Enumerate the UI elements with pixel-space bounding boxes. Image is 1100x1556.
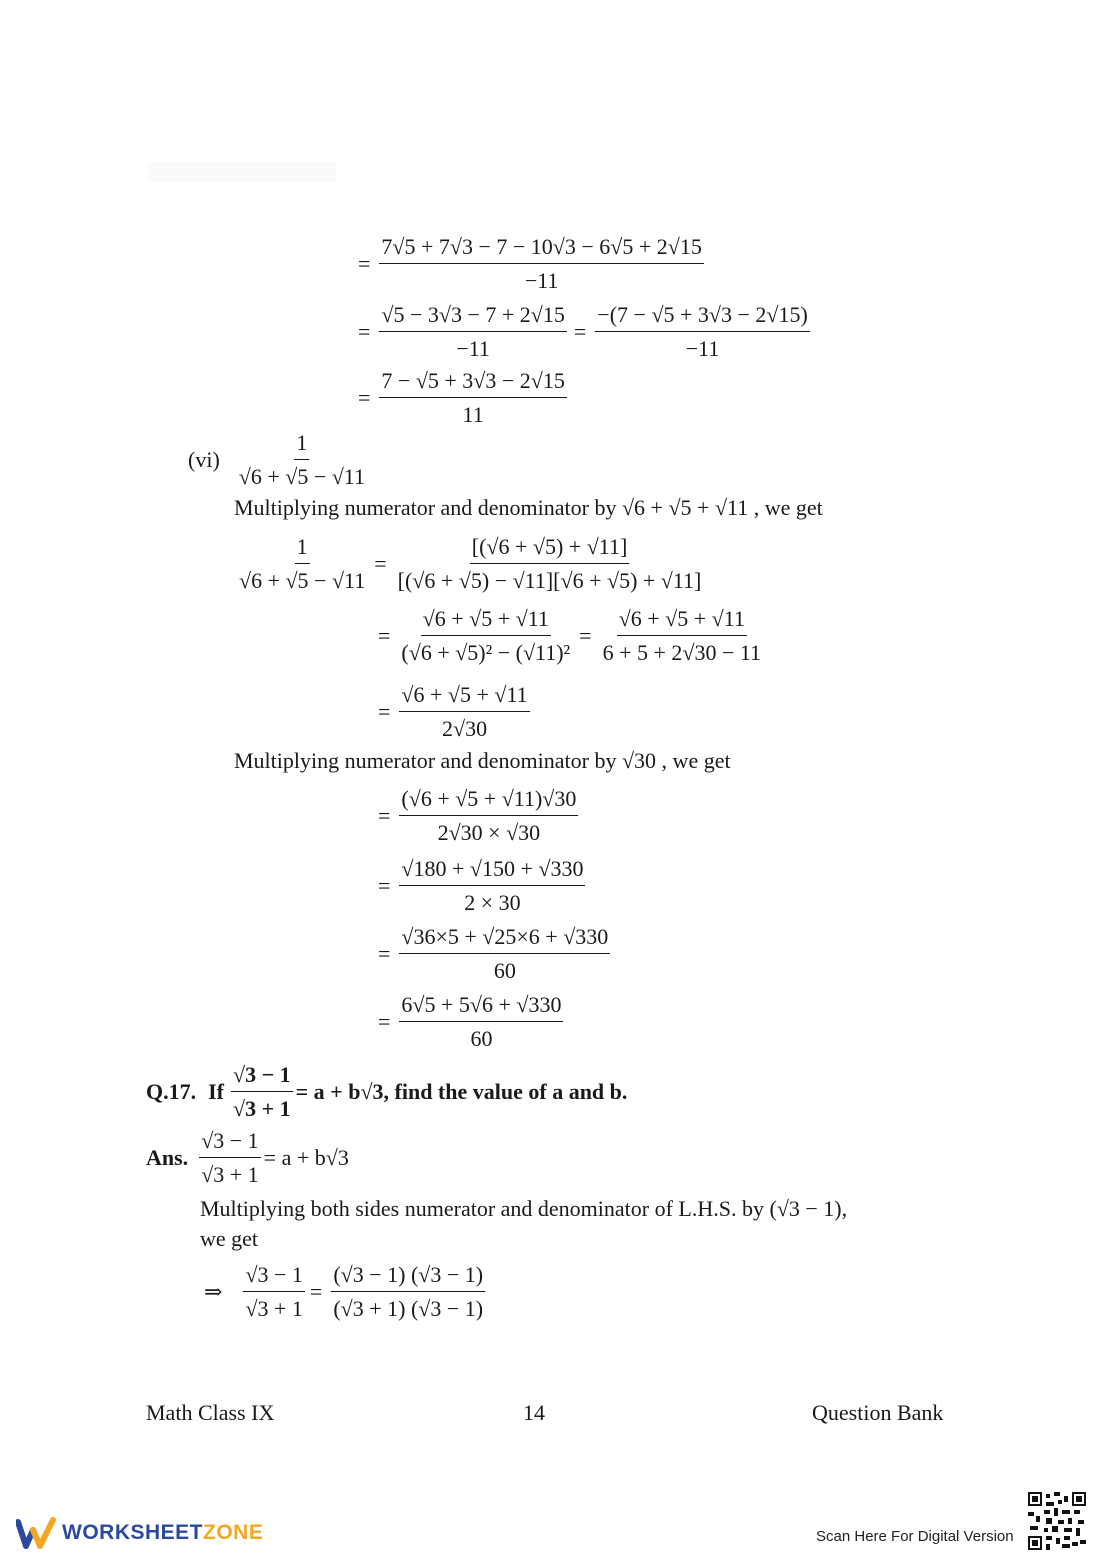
numerator: 1 [295,532,310,564]
scan-text: Scan Here For Digital Version [816,1528,1014,1545]
denominator: √3 + 1 [201,1162,259,1187]
numerator: √3 − 1 [199,1126,260,1158]
solution-step-1: = $\frac{7√5 + 7√3 - 7 - 10√3 - 6√5 + 2√15}{-11}$ [358,232,707,296]
multiply-text [234,748,731,774]
numerator: [(√6 + √5) + √11] [470,532,630,564]
numerator: (√3 − 1) (√3 − 1) [331,1260,485,1292]
answer-text-2 [200,1226,258,1252]
question-17 [146,1060,627,1124]
solution-step-2: = $\frac{√5 - 3√3 - 7 + 2√15}{-11}$ = $\frac{-(7 - √5 + 3√3 - 2√15)}{-11}$ [358,300,813,364]
instruction-text: Multiplying both sides numerator and denominator of L.H.S. by (√3 − 1), [200,1196,848,1221]
part-vi-heading [188,428,370,492]
question-text: = a + b√3, find the value of a and b. [295,1079,628,1104]
instruction-text: we get [200,1226,259,1251]
question-label: Q.17. [146,1079,197,1104]
fraction [399,680,529,744]
numerator: √6 + √5 + √11 [617,604,747,636]
answer-label: Ans. [146,1145,189,1170]
instruction-text: Multiplying numerator and denominator by √6 + √5 + √11 , we get [234,495,823,520]
numerator: 7 − √5 + 3√3 − 2√15 [379,366,566,398]
fraction [601,604,763,668]
multiply-text [234,495,823,521]
vi-step-2: = $\frac{√6 + √5 + √11}{\text{(√6 + √5)² − (√11)²}}$ = $\frac{√6 + √5 + √11}{6 + 5 + 2√30 - 11}$ [378,604,766,668]
answer-17 [146,1126,349,1190]
fraction [379,232,703,296]
fraction [331,1260,485,1324]
vi-step-1: $\frac{1}{√6 + √5 - √11}$ = $\frac{[(√6 + √5) + √11]}{[(√6 + √5) - √11][√6 + √5) + √11]}$ [234,532,706,596]
fraction [243,1260,304,1324]
vi-step-7: = $\frac{6√5 + 5√6 + √330}{60}$ [378,990,566,1054]
denominator: 11 [462,402,484,427]
numerator: 6√5 + 5√6 + √330 [399,990,563,1022]
fraction [199,1126,260,1190]
denominator: √6 + √5 − √11 [238,464,365,489]
question-if: If [208,1079,225,1104]
denominator: √3 + 1 [233,1096,291,1121]
brand-name-part-b: ZONE [203,1521,264,1544]
faint-header-artifact [148,162,336,182]
denominator: −11 [685,336,720,361]
denominator: −11 [456,336,490,361]
denominator: √3 + 1 [245,1296,303,1321]
denominator: √6 + √5 − √11 [239,568,366,593]
worksheetzone-logo[interactable] [16,1516,263,1550]
vi-step-5: = $\frac{√180 + √150 + √330}{2 \times 30}$ [378,854,588,918]
page-number: 14 [523,1400,545,1425]
implies-arrow: ⇒ [204,1279,223,1304]
footer-left: Math Class IX [146,1400,275,1425]
numerator: √5 − 3√3 − 7 + 2√15 [379,300,566,332]
vi-step-4: = $\frac{(√6 + √5 + √11)√30}{2√30 \times √30}$ [378,784,581,848]
denominator: 60 [470,1026,493,1051]
answer-text-1 [200,1196,847,1222]
fraction [399,604,572,668]
solution-step-3: = $\frac{7 - √5 + 3√3 - 2√15}{11}$ [358,366,570,430]
denominator: (√6 + √5)² − (√11)² [401,640,571,665]
numerator: √3 − 1 [243,1260,304,1292]
denominator: [(√6 + √5) − √11][√6 + √5) + √11] [397,568,702,593]
answer-step-1: ⇒ $\frac{√3 - 1}{√3 + 1}$ = $\frac{(√3 - 1) (√3 - 1)}{(√3 + 1) (√3 - 1)}$ [204,1260,488,1324]
fraction [231,1060,293,1124]
instruction-text: Multiplying numerator and denominator by √30 , we get [234,748,731,773]
fraction [396,532,704,596]
fraction [399,990,563,1054]
denominator: 60 [493,958,516,983]
denominator: 2√30 [442,716,488,741]
brand-name-part-a: WORKSHEET [62,1521,203,1544]
numerator: √3 − 1 [231,1060,293,1092]
fraction [399,922,610,986]
numerator: 1 [294,428,309,460]
fraction [399,854,585,918]
qr-code-icon[interactable] [1028,1492,1086,1550]
denominator: 6 + 5 + 2√30 − 11 [602,640,762,665]
vi-step-6: = $\frac{√36\times 5 + √25\times 6 + √330}{60}$ [378,922,613,986]
numerator: −(7 − √5 + 3√3 − 2√15) [595,300,810,332]
worksheetzone-w-icon [16,1516,56,1550]
fraction [237,428,367,492]
fraction [379,366,566,430]
denominator: (√3 + 1) (√3 − 1) [333,1296,484,1321]
numerator: (√6 + √5 + √11)√30 [399,784,578,816]
fraction [399,784,578,848]
vi-step-3: = $\frac{√6 + √5 + √11}{2√30}$ [378,680,533,744]
numerator: √180 + √150 + √330 [399,854,585,886]
denominator: −11 [524,268,559,293]
answer-rhs: = a + b√3 [263,1145,349,1170]
numerator: √6 + √5 + √11 [421,604,551,636]
fraction [237,532,367,596]
denominator: 2√30 × √30 [437,820,541,845]
fraction [595,300,810,364]
numerator: √36×5 + √25×6 + √330 [399,922,610,954]
fraction [379,300,566,364]
numerator: 7√5 + 7√3 − 7 − 10√3 − 6√5 + 2√15 [379,232,703,264]
numerator: √6 + √5 + √11 [399,680,529,712]
part-label: (vi) [188,447,220,472]
footer-right: Question Bank [812,1400,944,1425]
denominator: 2 × 30 [464,890,521,915]
